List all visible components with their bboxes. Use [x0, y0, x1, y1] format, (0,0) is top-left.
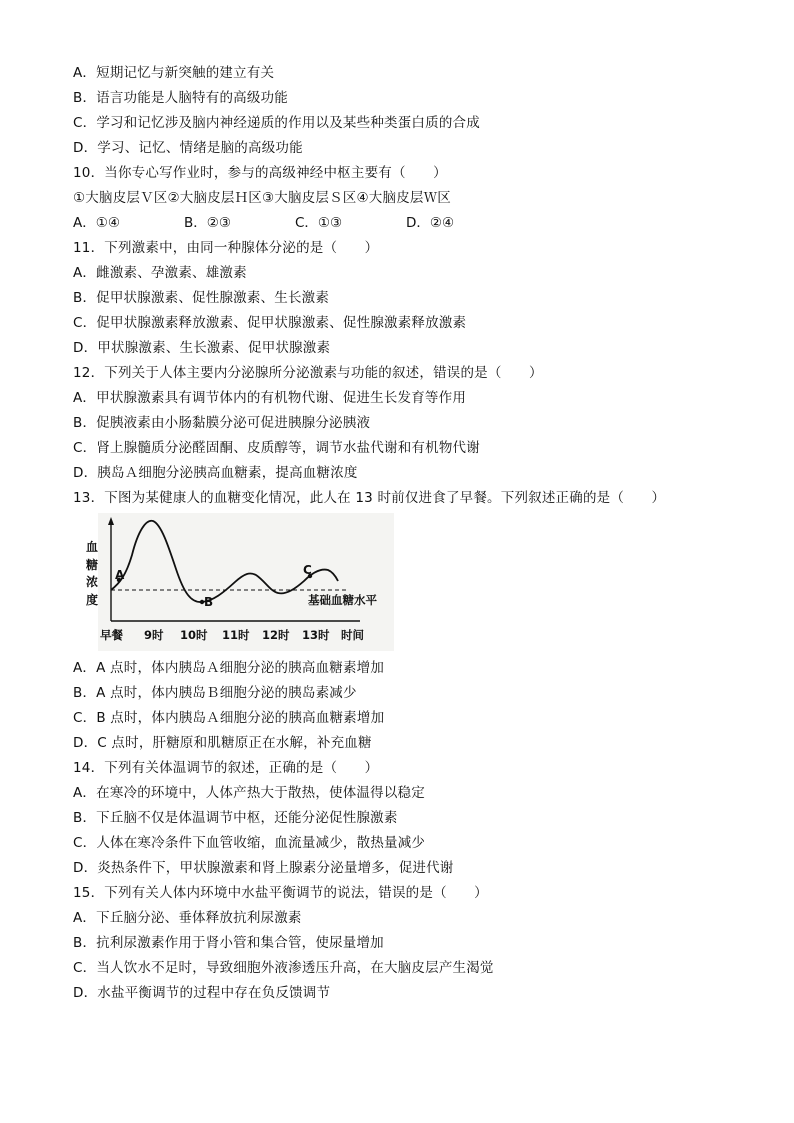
q10-stem: 10．当你专心写作业时，参与的高级神经中枢主要有（ ） [73, 165, 447, 181]
baseline-label: 基础血糖水平 [308, 593, 377, 607]
q15-stem: 15．下列有关人体内环境中水盐平衡调节的说法，错误的是（ ） [73, 885, 488, 901]
point-c-label: C [303, 563, 312, 577]
q14-option-d: D．炎热条件下，甲状腺激素和肾上腺素分泌量增多，促进代谢 [73, 860, 454, 876]
q13-option-c: C．B 点时，体内胰岛Ａ细胞分泌的胰高血糖素增加 [73, 710, 385, 726]
q15-option-c: C．当人饮水不足时，导致细胞外液渗透压升高，在大脑皮层产生渴觉 [73, 960, 494, 976]
q11-stem: 11．下列激素中，由同一种腺体分泌的是（ ） [73, 240, 379, 256]
q11-option-b: B．促甲状腺激素、促性腺激素、生长激素 [73, 290, 330, 306]
y-label-char-1: 血 [86, 540, 99, 554]
q13-stem: 13．下图为某健康人的血糖变化情况，此人在 13 时前仅进食了早餐。下列叙述正确的是（ ） [73, 490, 666, 506]
q14-option-b: B．下丘脑不仅是体温调节中枢，还能分泌促性腺激素 [73, 810, 398, 826]
point-a-label: A [115, 568, 125, 582]
y-label-char-3: 浓 [86, 575, 99, 589]
q15-option-b: B．抗利尿激素作用于肾小管和集合管，使尿量增加 [73, 935, 384, 951]
q9-option-d: D．学习、记忆、情绪是脑的高级功能 [73, 140, 303, 156]
x-axis-label: 时间 [341, 628, 364, 642]
x-tick-breakfast: 早餐 [100, 628, 123, 642]
q13-option-a: A．A 点时，体内胰岛Ａ细胞分泌的胰高血糖素增加 [73, 660, 385, 676]
x-tick-10: 10时 [180, 628, 208, 642]
q13-option-d: D．C 点时，肝糖原和肌糖原正在水解，补充血糖 [73, 735, 372, 751]
x-tick-12: 12时 [262, 628, 290, 642]
blood-glucose-curve-diagram [86, 513, 394, 651]
q11-option-c: C．促甲状腺激素释放激素、促甲状腺激素、促性腺激素释放激素 [73, 315, 467, 331]
y-label-char-2: 糖 [86, 558, 99, 572]
q10-option-d: D．②④ [406, 215, 455, 231]
q9-option-b: B．语言功能是人脑特有的高级功能 [73, 90, 288, 106]
y-label-char-4: 度 [86, 593, 99, 607]
q12-option-b: B．促胰液素由小肠黏膜分泌可促进胰腺分泌胰液 [73, 415, 371, 431]
x-tick-11: 11时 [222, 628, 250, 642]
q12-option-c: C．肾上腺髓质分泌醛固酮、皮质醇等，调节水盐代谢和有机物代谢 [73, 440, 480, 456]
q12-option-d: D．胰岛Ａ细胞分泌胰高血糖素，提高血糖浓度 [73, 465, 358, 481]
q9-option-c: C．学习和记忆涉及脑内神经递质的作用以及某些种类蛋白质的合成 [73, 115, 480, 131]
x-tick-9: 9时 [144, 628, 164, 642]
q14-stem: 14．下列有关体温调节的叙述，正确的是（ ） [73, 760, 379, 776]
q10-items: ①大脑皮层Ｖ区②大脑皮层Ｈ区③大脑皮层Ｓ区④大脑皮层Ｗ区 [73, 190, 452, 206]
q9-option-a: A．短期记忆与新突触的建立有关 [73, 65, 275, 81]
q10-option-c: C．①③ [295, 215, 343, 231]
q12-option-a: A．甲状腺激素具有调节体内的有机物代谢、促进生长发育等作用 [73, 390, 467, 406]
x-tick-13: 13时 [302, 628, 330, 642]
q14-option-c: C．人体在寒冷条件下血管收缩，血流量减少，散热量减少 [73, 835, 426, 851]
point-b-label: B [204, 595, 214, 609]
blood-glucose-figure [86, 513, 394, 651]
q11-option-a: A．雌激素、孕激素、雄激素 [73, 265, 247, 281]
q12-stem: 12．下列关于人体主要内分泌腺所分泌激素与功能的叙述，错误的是（ ） [73, 365, 543, 381]
q14-option-a: A．在寒冷的环境中，人体产热大于散热，使体温得以稳定 [73, 785, 425, 801]
q11-option-d: D．甲状腺激素、生长激素、促甲状腺激素 [73, 340, 331, 356]
q15-option-a: A．下丘脑分泌、垂体释放抗利尿激素 [73, 910, 302, 926]
q13-option-b: B．A 点时，体内胰岛Ｂ细胞分泌的胰岛素减少 [73, 685, 357, 701]
q10-option-a: A．①④ [73, 215, 120, 231]
y-axis-arrow [108, 517, 114, 525]
q10-option-b: B．②③ [184, 215, 231, 231]
q15-option-d: D．水盐平衡调节的过程中存在负反馈调节 [73, 985, 331, 1001]
